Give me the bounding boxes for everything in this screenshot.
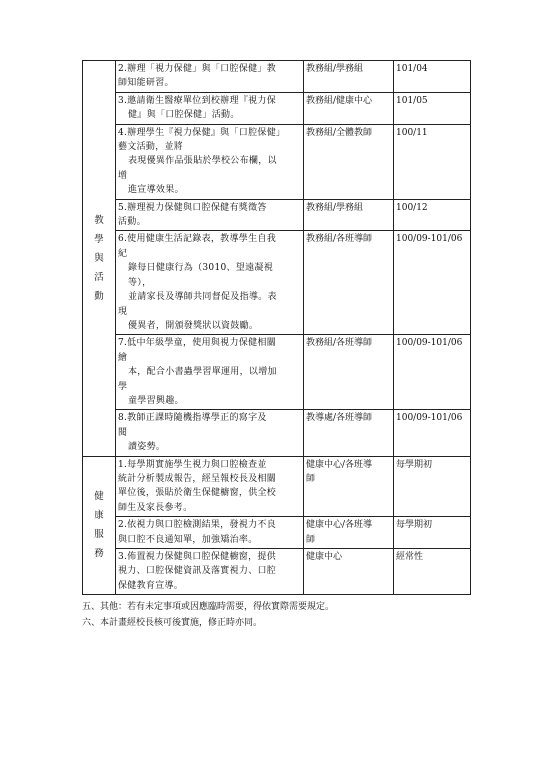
item-line: 藝文活動，並將: [118, 142, 184, 153]
item-line: 6.使用健康生活記錄表，教導學生自我: [118, 234, 276, 245]
item-cell: [116, 335, 304, 410]
item-line: 1.每學期實施學生視力與口腔檢查並: [118, 459, 267, 470]
item-cell: [116, 61, 304, 93]
item-line: 視力、口腔保健資訊及落實視力、口腔: [118, 566, 277, 577]
item-line: 活動。: [118, 217, 146, 228]
item-line: 師生及家長參考。: [118, 502, 193, 513]
item-cell: [116, 92, 304, 124]
unit-line: 健康中心/各班導: [306, 520, 373, 531]
item-cell: [116, 231, 304, 335]
unit-cell: 教務組/各班導師: [304, 231, 394, 335]
item-line: 現: [118, 306, 128, 317]
table-row: [83, 92, 471, 124]
date-cell: 100/09-101/06: [394, 335, 471, 410]
plan-table: [82, 60, 471, 595]
category-cell: [83, 456, 116, 595]
item-cell: [116, 199, 304, 231]
item-line: 8.教師正課時隨機指導學正的寫字及: [118, 413, 267, 424]
item-line: 4.辦理學生『視力保健』與「口腔保健」: [118, 127, 286, 138]
unit-cell: 教務組/學務組: [304, 61, 394, 93]
item-line: 3.佈置視力保健與口腔保健櫥窗，提供: [118, 552, 276, 562]
date-cell: 經常性: [394, 549, 471, 595]
item-line: 本，配合小書蟲學習單運用，以增加: [128, 367, 277, 378]
item-line: 學: [118, 381, 128, 392]
item-line: 2.依視力與口腔檢測結果，發視力不良: [118, 520, 276, 531]
date-cell: 100/09-101/06: [394, 231, 471, 335]
table-row: [83, 124, 471, 199]
item-line: 3.邀請衛生醫療單位到校辦理『視力保: [118, 95, 276, 106]
plan-table-body: [83, 61, 471, 595]
item-line: 繪: [118, 352, 128, 363]
unit-cell: 教務組/全體教師: [304, 124, 394, 199]
category-cell: [83, 61, 116, 457]
unit-line: 師: [306, 473, 316, 484]
item-line: 增: [118, 170, 128, 181]
table-row: [83, 549, 471, 595]
item-line: 並請家長及導師共同督促及指導。表: [128, 292, 277, 303]
item-line: 統計分析製成報告，經呈報校長及相關: [118, 473, 277, 484]
table-row: [83, 410, 471, 456]
table-row: [83, 456, 471, 517]
item-line: 紀: [118, 248, 128, 259]
item-line: 優異者，開頒發獎狀以資鼓勵。: [128, 320, 259, 331]
unit-cell: 教導處/各班導師: [304, 410, 394, 456]
item-cell: [116, 124, 304, 199]
item-cell: [116, 456, 304, 517]
unit-cell: [304, 549, 394, 595]
unit-cell: [304, 517, 394, 549]
date-cell: 100/09-101/06: [394, 410, 471, 456]
table-row: [83, 231, 471, 335]
unit-line: 健康中心/各班導: [306, 459, 373, 470]
date-cell: 每學期初: [394, 517, 471, 549]
item-line: 閱: [118, 427, 128, 438]
table-row: [83, 335, 471, 410]
item-line: 保健教育宣導。: [118, 580, 184, 591]
unit-line: 健康中心: [306, 552, 343, 562]
item-line: 進宣導效果。: [128, 185, 184, 196]
item-cell: [116, 549, 304, 595]
table-row: [83, 61, 471, 93]
item-line: 錄每日健康行為（3010、望遠凝視: [128, 263, 274, 274]
item-line: 7.低中年級學童，使用與視力保健相關: [118, 338, 276, 349]
note-other: 五、其他：若有未定事項或因應臨時需要，得依實際需要規定。: [82, 602, 335, 613]
table-row: [83, 517, 471, 549]
date-cell: 101/04: [394, 61, 471, 93]
date-cell: 每學期初: [394, 456, 471, 517]
item-line: 讀姿勢。: [128, 442, 166, 453]
unit-cell: 教務組/各班導師: [304, 335, 394, 410]
category-label: 教學與活動: [94, 214, 104, 302]
item-cell: [116, 517, 304, 549]
item-line: 健』與「口腔保健」活動。: [128, 110, 240, 121]
date-cell: 100/11: [394, 124, 471, 199]
unit-cell: 教務組/學務組: [304, 199, 394, 231]
item-line: 與口腔不良通知單，加強矯治率。: [118, 534, 258, 545]
unit-cell: [304, 456, 394, 517]
unit-line: 師: [306, 534, 316, 545]
unit-cell: 教務組/健康中心: [304, 92, 394, 124]
table-row: [83, 199, 471, 231]
item-line: 等），: [128, 277, 152, 288]
item-line: 師知能研習。: [118, 78, 174, 89]
item-cell: [116, 410, 304, 456]
note-approval: 六、本計畫經校長核可後實施，修正時亦同。: [82, 618, 263, 629]
item-line: 單位後，張貼於衛生保健櫥窗，供全校: [118, 488, 277, 499]
date-cell: 101/05: [394, 92, 471, 124]
item-line: 表現優異作品張貼於學校公布欄，以: [128, 156, 277, 167]
item-line: 5.辦理視力保健與口腔保健有獎徵答: [118, 202, 267, 213]
document-page: [82, 60, 470, 631]
date-cell: 100/12: [394, 199, 471, 231]
item-line: 童學習興趣。: [128, 395, 184, 406]
category-label: 健康服務: [94, 491, 104, 560]
item-line: 2.辦理「視力保健」與「口腔保健」教: [118, 64, 276, 74]
notes-section: [82, 599, 470, 631]
